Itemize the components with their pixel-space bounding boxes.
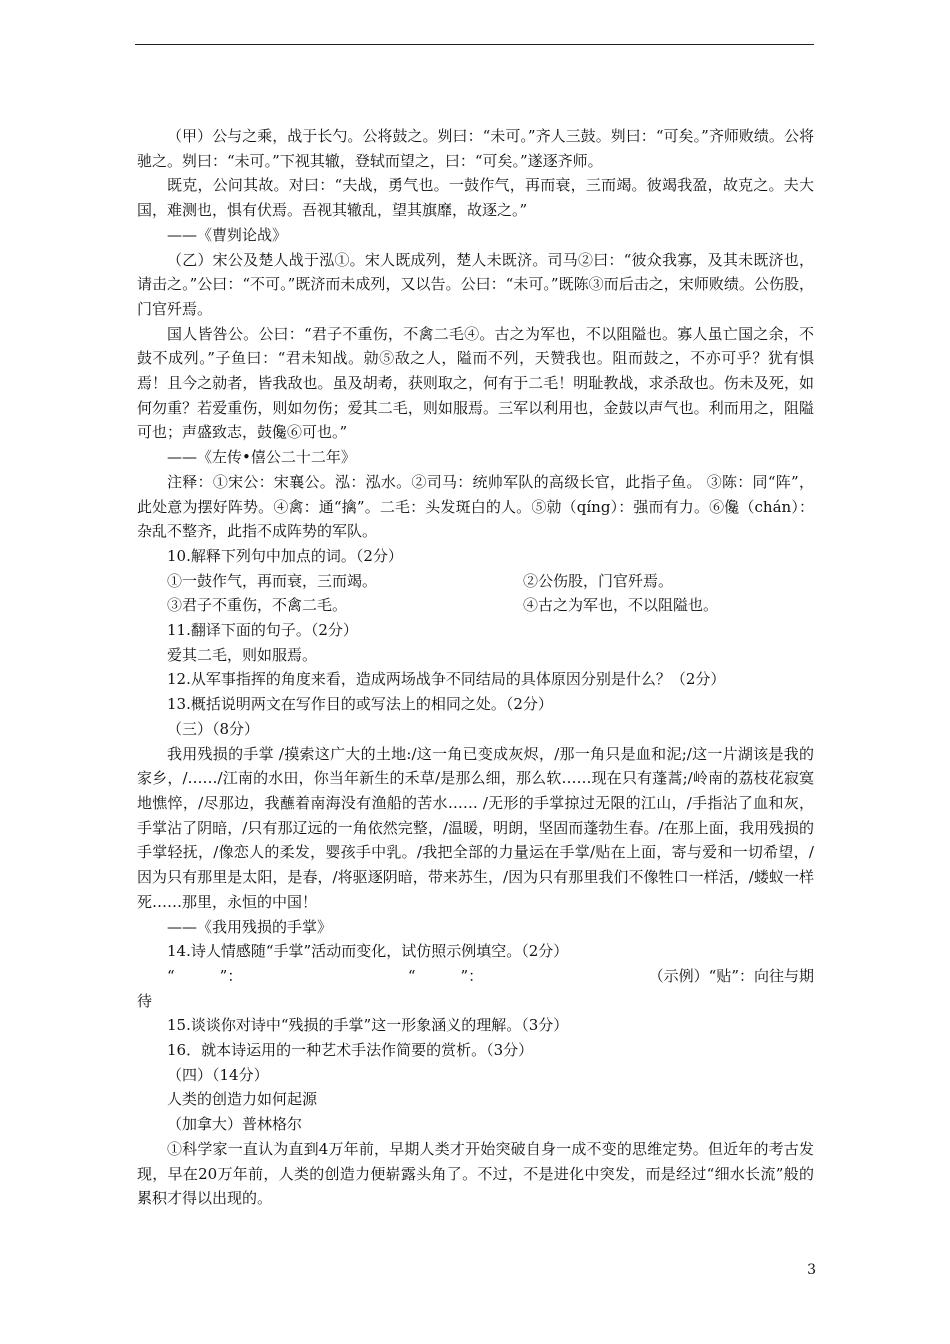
question-13: 13.概括说明两文在写作目的或写法上的相同之处。（2分） — [167, 695, 553, 714]
question-15: 15.谈谈你对诗中“残损的手掌”这一形象涵义的理解。（3分） — [167, 1016, 569, 1035]
header-rule — [135, 44, 814, 45]
page-number: 3 — [807, 1262, 816, 1278]
question-10: 10.解释下列句中加点的词。（2分） — [167, 546, 403, 565]
yi-notes: 注释：①宋公：宋襄公。泓：泓水。②司马：统帅军队的高级长官，此指子鱼。 ③陈：同“阵”，此处意为摆好阵势。④禽：通“擒”。二毛：头发斑白的人。⑤勍（qíng）：强而有力。⑥儳（chán）：杂乱不整齐，此指不成阵势的军队。 — [137, 472, 815, 541]
jia-source: ——《曹刿论战》 — [167, 225, 288, 244]
page-content — [137, 124, 814, 1211]
question-10-row-1 — [137, 569, 814, 594]
question-14-example-continued: 待 — [137, 991, 153, 1010]
article-paragraph-1: ①科学家一直认为直到4万年前，早期人类才开始突破自身一成不变的思维定势。但近年的考古发现，早在20万年前，人类的创造力便崭露头角了。不过，不是进化中突发，而是经过“细水长流”般的累积才得以出现的。 — [137, 1139, 814, 1208]
question-14-blank-1: “ ”： — [167, 966, 243, 985]
question-10-row-2 — [137, 593, 814, 618]
poem-source: ——《我用残损的手掌》 — [167, 917, 333, 936]
yi-paragraph-2: 国人皆咎公。公曰：“君子不重伤，不禽二毛④。古之为军也，不以阻隘也。寡人虽亡国之余，不鼓不成列。”子鱼曰：“君未知战。勍⑤敌之人，隘而不列，天赞我也。阻而鼓之，不亦可乎？犹有惧焉！且今之勍者，皆我敌也。虽及胡耇，获则取之，何有于二毛！明耻教战，求杀敌也。伤未及死，如何勿重？若爱重伤，则如勿伤；爱其二毛，则如服焉。三军以利用也，金鼓以声气也。利而用之，阻隘可也；声盛致志，鼓儳⑥可也。” — [137, 324, 814, 442]
question-14-blank-2: “ ”： — [407, 966, 484, 985]
question-16: 16．就本诗运用的一种艺术手法作简要的赏析。（3分） — [167, 1041, 534, 1060]
yi-source: ——《左传•僖公二十二年》 — [167, 448, 356, 467]
question-14: 14.诗人情感随“手掌”活动而变化，试仿照示例填空。（2分） — [167, 942, 569, 961]
question-12: 12.从军事指挥的角度来看，造成两场战争不同结局的具体原因分别是什么？（2分） — [167, 670, 726, 689]
question-10-item-1: ①一鼓作气，再而衰，三而竭。 — [167, 571, 378, 590]
poem-text: 我用残损的手掌 /摸索这广大的土地:/这一角已变成灰烬，/那一角只是血和泥;/这一片湖该是我的家乡，/……/江南的水田，你当年新生的禾草/是那么细，那么软……现在只有蓬蒿;/岭南的荔枝花寂寞地憔悴，/尽那边，我蘸着南海没有渔船的苦水…… /无形的手掌掠过无限的江山，/手指沾了血和灰，手掌沾了阴暗，/只有那辽远的一角依然完整，/温暖，明朗，坚固而蓬勃生春。/在那上面，我用残损的手掌轻抚，/像恋人的柔发，婴孩手中乳。/我把全部的力量运在手掌/贴在上面，寄与爱和一切希望，/因为只有那里是太阳，是春，/将驱逐阴暗，带来苏生，/因为只有那里我们不像牲口一样活，/蝼蚁一样死……那里，永恒的中国！ — [137, 744, 814, 911]
question-14-example: （示例）“贴”：向往与期 — [648, 966, 814, 985]
question-10-item-2: ②公伤股，门官歼焉。 — [523, 571, 674, 590]
yi-paragraph-1: （乙）宋公及楚人战于泓①。宋人既成列，楚人未既济。司马②曰：“彼众我寡，及其未既济也，请击之。”公曰：“不可。”既济而未成列，又以告。公曰：“未可。”既陈③而后击之，宋师败绩。公伤股，门官歼焉。 — [137, 250, 814, 318]
section-4-heading: （四）（14分） — [167, 1065, 269, 1084]
jia-paragraph-2: 既克，公问其故。对曰：“夫战，勇气也。一鼓作气，再而衰，三而竭。彼竭我盈，故克之。夫大国，难测也，惧有伏焉。吾视其辙乱，望其旗靡，故逐之。” — [137, 176, 814, 220]
question-10-item-3: ③君子不重伤，不禽二毛。 — [167, 596, 348, 615]
question-11-sentence: 爱其二毛，则如服焉。 — [167, 645, 318, 664]
question-10-item-4: ④古之为军也，不以阻隘也。 — [523, 596, 719, 615]
article-author: （加拿大）普林格尔 — [167, 1115, 303, 1134]
section-3-heading: （三）（8分） — [167, 719, 260, 738]
question-11: 11.翻译下面的句子。（2分） — [167, 621, 358, 640]
jia-paragraph-1: （甲）公与之乘，战于长勺。公将鼓之。刿曰：“未可。”齐人三鼓。刿曰：“可矣。”齐师败绩。公将驰之。刿曰：“未可。”下视其辙，登轼而望之，曰：“可矣。”遂逐齐师。 — [137, 127, 814, 170]
article-title: 人类的创造力如何起源 — [167, 1090, 318, 1109]
question-14-fill-row — [137, 964, 814, 989]
